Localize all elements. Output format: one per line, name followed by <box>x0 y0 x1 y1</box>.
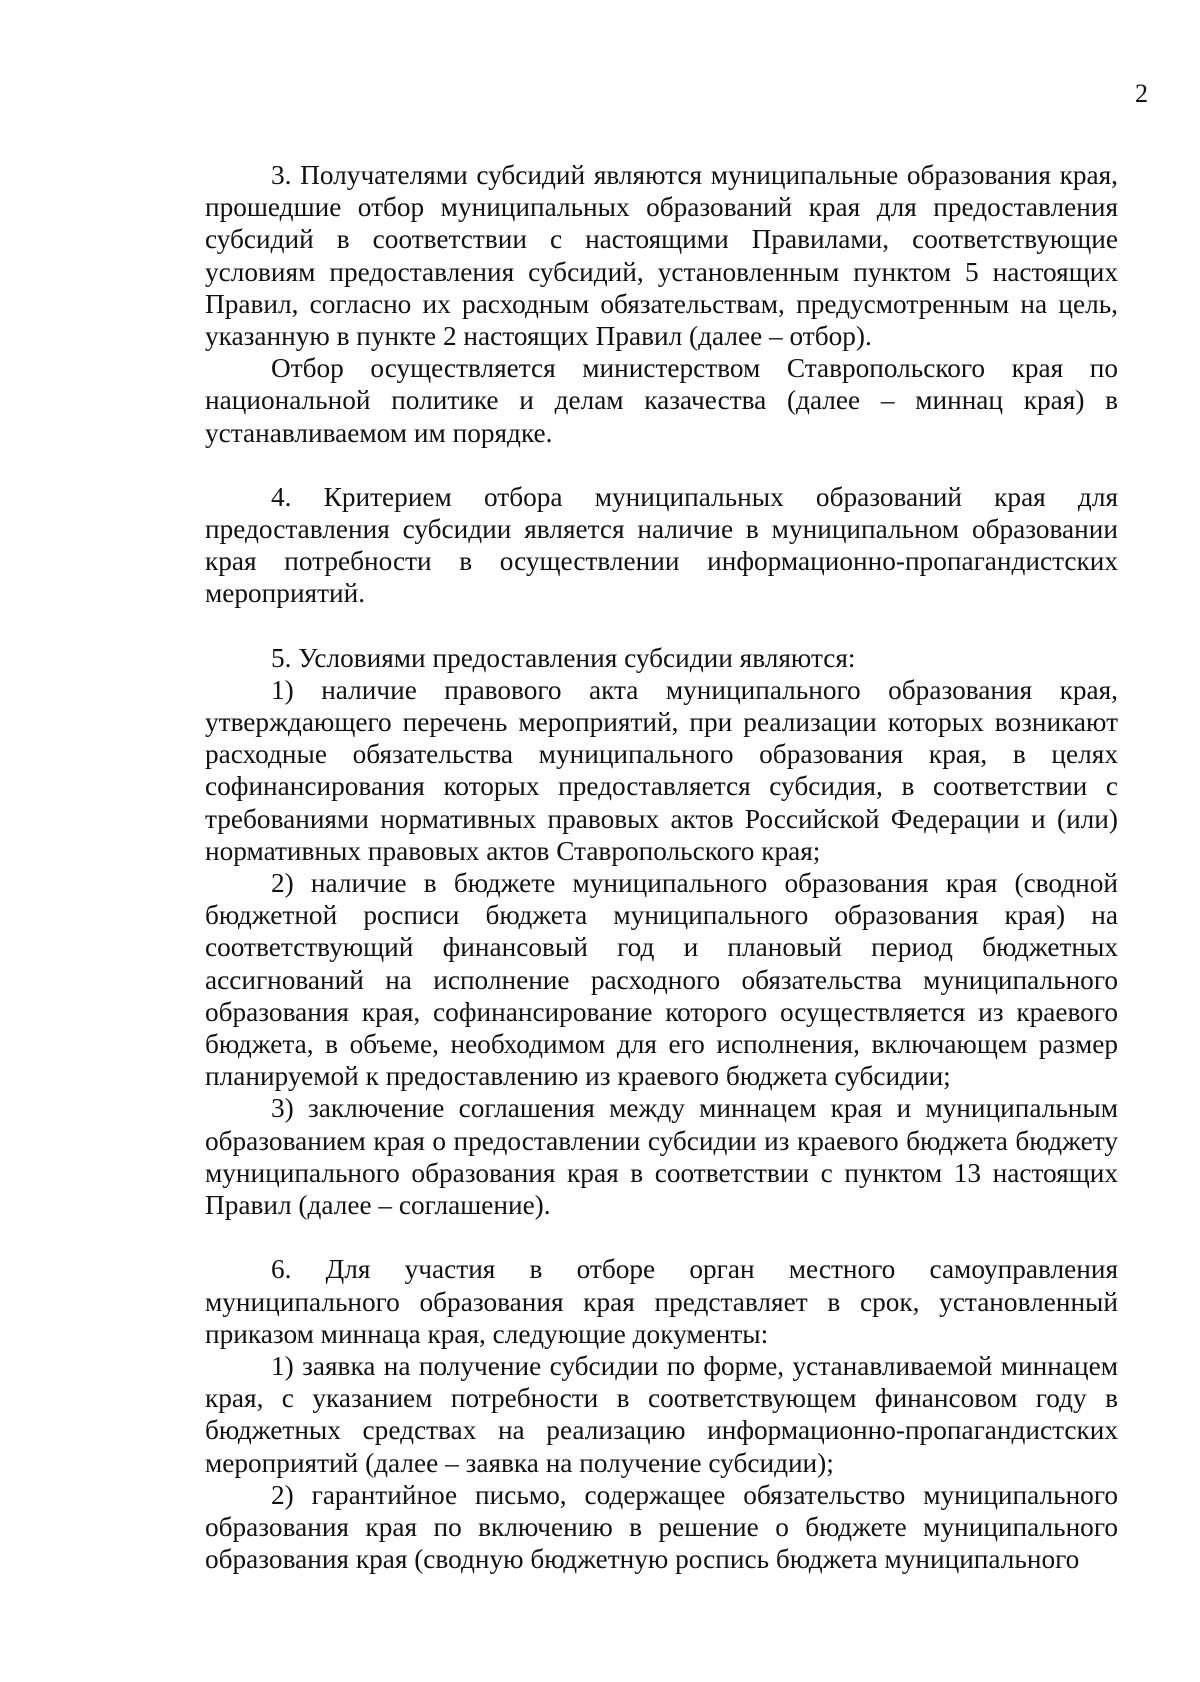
paragraph-6-item-2: 2) гарантийное письмо, содержащее обязательство муниципального образования края по включению в решение о бюджете муниципального образования края (сводную бюджетную роспись бюджета муниципального <box>205 1479 1118 1575</box>
page-number: 2 <box>1135 79 1148 108</box>
document-body <box>205 159 1118 1575</box>
paragraph-6-item-1: 1) заявка на получение субсидии по форме, устанавливаемой миннацем края, с указанием потребности в соответствующем финансовом году в бюджетных средствах на реализацию информационно-пропагандистских мероприятий (далее – заявка на получение субсидии); <box>205 1350 1118 1478</box>
paragraph-3: 3. Получателями субсидий являются муниципальные образования края, прошедшие отбор муниципальных образований края для предоставления субсидий в соответствии с настоящими Правилами, соответствующие условиям предоставления субсидий, установленным пунктом 5 настоящих Правил, согласно их расходным обязательствам, предусмотренным на цель, указанную в пункте 2 настоящих Правил (далее – отбор). <box>205 160 1118 352</box>
paragraph-6: 6. Для участия в отборе орган местного самоуправления муниципального образования края представляет в срок, установленный приказом миннаца края, следующие документы: <box>205 1254 1118 1349</box>
paragraph-5: 5. Условиями предоставления субсидии являются: <box>271 642 856 673</box>
paragraph-4: 4. Критерием отбора муниципальных образований края для предоставления субсидии является наличие в муниципальном образовании края потребности в осуществлении информационно-пропагандистских мероприятий. <box>205 481 1118 609</box>
paragraph-5-item-1: 1) наличие правового акта муниципального образования края, утверждающего перечень мероприятий, при реализации которых возникают расходные обязательства муниципального образования края, в целях софинансирования которых предоставляется субсидия, в соответствии с требованиями нормативных правовых актов Российской Федерации и (или) нормативных правовых актов Ставропольского края; <box>205 674 1118 866</box>
paragraph-5-item-2: 2) наличие в бюджете муниципального образования края (сводной бюджетной росписи бюджета муниципального образования края) на соответствующий финансовый год и плановый период бюджетных ассигнований на исполнение расходного обязательства муниципального образования края, софинансирование которого осуществляется из краевого бюджета, в объеме, необходимом для его исполнения, включающем размер планируемой к предоставлению из краевого бюджета субсидии; <box>205 868 1118 1092</box>
paragraph-5-item-3: 3) заключение соглашения между миннацем края и муниципальным образованием края о предоставлении субсидии из краевого бюджета бюджету муниципального образования края в соответствии с пунктом 13 настоящих Правил (далее – соглашение). <box>205 1093 1118 1221</box>
paragraph-3-selection: Отбор осуществляется министерством Ставропольского края по национальной политике и делам казачества (далее – миннац края) в устанавливаемом им порядке. <box>205 353 1118 448</box>
